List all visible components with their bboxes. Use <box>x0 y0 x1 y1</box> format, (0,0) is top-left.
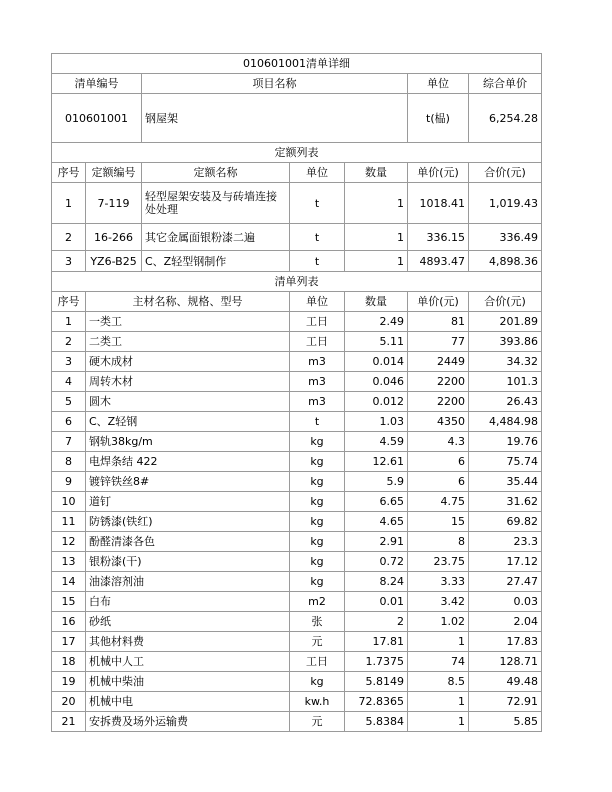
material-qty: 17.81 <box>345 632 408 652</box>
material-price: 4.3 <box>408 432 469 452</box>
material-row <box>52 712 542 732</box>
material-unit: 工日 <box>290 652 345 672</box>
material-unit: kg <box>290 472 345 492</box>
material-row <box>52 592 542 612</box>
material-price: 1 <box>408 632 469 652</box>
material-price: 1 <box>408 692 469 712</box>
quota-header-row <box>52 163 542 183</box>
material-unit: kg <box>290 512 345 532</box>
material-row <box>52 552 542 572</box>
quota-no: 3 <box>52 251 86 272</box>
quota-qty: 1 <box>345 224 408 251</box>
material-row <box>52 452 542 472</box>
quota-header-no: 序号 <box>52 163 86 183</box>
material-name: 其他材料费 <box>86 632 290 652</box>
quota-name: 其它金属面银粉漆二遍 <box>142 224 290 251</box>
material-row <box>52 572 542 592</box>
material-no: 10 <box>52 492 86 512</box>
material-no: 4 <box>52 372 86 392</box>
quota-row <box>52 183 542 224</box>
materials-header-unit: 单位 <box>290 292 345 312</box>
material-price: 2449 <box>408 352 469 372</box>
material-price: 8 <box>408 532 469 552</box>
material-name: 镀锌铁丝8# <box>86 472 290 492</box>
material-row <box>52 392 542 412</box>
material-price: 74 <box>408 652 469 672</box>
materials-header-name: 主材名称、规格、型号 <box>86 292 290 312</box>
quota-qty: 1 <box>345 251 408 272</box>
material-unit: m3 <box>290 372 345 392</box>
material-no: 6 <box>52 412 86 432</box>
quota-name: C、Z轻型钢制作 <box>142 251 290 272</box>
material-unit: m3 <box>290 392 345 412</box>
materials-section-title: 清单列表 <box>52 272 542 292</box>
material-name: 一类工 <box>86 312 290 332</box>
material-name: 钢轨38kg/m <box>86 432 290 452</box>
material-name: 机械中人工 <box>86 652 290 672</box>
quota-no: 2 <box>52 224 86 251</box>
quota-header-code: 定额编号 <box>86 163 142 183</box>
material-row <box>52 612 542 632</box>
material-name: 电焊条结 422 <box>86 452 290 472</box>
material-unit: kg <box>290 532 345 552</box>
material-price: 4.75 <box>408 492 469 512</box>
header-col-unit: 单位 <box>408 74 469 94</box>
material-no: 1 <box>52 312 86 332</box>
quota-unit: t <box>290 251 345 272</box>
material-total: 128.71 <box>469 652 542 672</box>
header-col-price: 综合单价 <box>469 74 542 94</box>
material-qty: 6.65 <box>345 492 408 512</box>
material-no: 13 <box>52 552 86 572</box>
material-unit: 元 <box>290 712 345 732</box>
material-unit: 工日 <box>290 312 345 332</box>
material-price: 2200 <box>408 372 469 392</box>
material-total: 201.89 <box>469 312 542 332</box>
quota-qty: 1 <box>345 183 408 224</box>
quota-row <box>52 224 542 251</box>
material-row <box>52 692 542 712</box>
material-row <box>52 532 542 552</box>
quota-header-qty: 数量 <box>345 163 408 183</box>
materials-header-price: 单价(元) <box>408 292 469 312</box>
materials-header-no: 序号 <box>52 292 86 312</box>
material-no: 15 <box>52 592 86 612</box>
material-row <box>52 632 542 652</box>
quota-row <box>52 251 542 272</box>
material-price: 2200 <box>408 392 469 412</box>
material-qty: 0.01 <box>345 592 408 612</box>
material-unit: 元 <box>290 632 345 652</box>
material-unit: kg <box>290 492 345 512</box>
material-qty: 0.014 <box>345 352 408 372</box>
material-no: 11 <box>52 512 86 532</box>
material-unit: 张 <box>290 612 345 632</box>
item-code: 010601001 <box>52 94 142 143</box>
material-name: 二类工 <box>86 332 290 352</box>
quota-unit: t <box>290 224 345 251</box>
material-no: 2 <box>52 332 86 352</box>
material-total: 31.62 <box>469 492 542 512</box>
material-qty: 2.49 <box>345 312 408 332</box>
quota-unit: t <box>290 183 345 224</box>
material-qty: 0.012 <box>345 392 408 412</box>
header-col-name: 项目名称 <box>142 74 408 94</box>
materials-header-qty: 数量 <box>345 292 408 312</box>
material-name: 硬木成材 <box>86 352 290 372</box>
materials-header-row <box>52 292 542 312</box>
material-total: 101.3 <box>469 372 542 392</box>
material-qty: 0.72 <box>345 552 408 572</box>
material-no: 17 <box>52 632 86 652</box>
material-name: 机械中电 <box>86 692 290 712</box>
material-qty: 5.8149 <box>345 672 408 692</box>
quota-code: 16-266 <box>86 224 142 251</box>
material-no: 8 <box>52 452 86 472</box>
material-unit: 工日 <box>290 332 345 352</box>
material-total: 75.74 <box>469 452 542 472</box>
material-row <box>52 512 542 532</box>
material-qty: 5.8384 <box>345 712 408 732</box>
material-name: 安拆费及场外运输费 <box>86 712 290 732</box>
material-qty: 5.9 <box>345 472 408 492</box>
material-price: 3.42 <box>408 592 469 612</box>
material-price: 77 <box>408 332 469 352</box>
material-qty: 72.8365 <box>345 692 408 712</box>
material-qty: 0.046 <box>345 372 408 392</box>
material-no: 3 <box>52 352 86 372</box>
material-unit: m3 <box>290 352 345 372</box>
quota-header-unit: 单位 <box>290 163 345 183</box>
material-price: 3.33 <box>408 572 469 592</box>
material-total: 5.85 <box>469 712 542 732</box>
material-unit: kw.h <box>290 692 345 712</box>
material-row <box>52 492 542 512</box>
material-no: 21 <box>52 712 86 732</box>
material-qty: 1.7375 <box>345 652 408 672</box>
material-qty: 12.61 <box>345 452 408 472</box>
material-row <box>52 652 542 672</box>
quota-total: 336.49 <box>469 224 542 251</box>
material-qty: 4.65 <box>345 512 408 532</box>
material-total: 4,484.98 <box>469 412 542 432</box>
material-name: 道钉 <box>86 492 290 512</box>
material-unit: m2 <box>290 592 345 612</box>
material-price: 23.75 <box>408 552 469 572</box>
material-total: 0.03 <box>469 592 542 612</box>
quota-header-price: 单价(元) <box>408 163 469 183</box>
material-name: 酚醛清漆各色 <box>86 532 290 552</box>
material-total: 393.86 <box>469 332 542 352</box>
quota-header-total: 合价(元) <box>469 163 542 183</box>
material-name: 防锈漆(铁红) <box>86 512 290 532</box>
material-unit: kg <box>290 572 345 592</box>
quota-price: 336.15 <box>408 224 469 251</box>
item-unit: t(榀) <box>408 94 469 143</box>
quota-code: 7-119 <box>86 183 142 224</box>
material-no: 7 <box>52 432 86 452</box>
material-no: 18 <box>52 652 86 672</box>
material-total: 34.32 <box>469 352 542 372</box>
material-price: 1 <box>408 712 469 732</box>
material-name: 砂纸 <box>86 612 290 632</box>
material-price: 6 <box>408 452 469 472</box>
material-qty: 2 <box>345 612 408 632</box>
material-no: 16 <box>52 612 86 632</box>
quota-price: 4893.47 <box>408 251 469 272</box>
material-total: 17.83 <box>469 632 542 652</box>
detail-table <box>51 53 542 732</box>
material-qty: 5.11 <box>345 332 408 352</box>
item-price: 6,254.28 <box>469 94 542 143</box>
material-qty: 4.59 <box>345 432 408 452</box>
material-total: 17.12 <box>469 552 542 572</box>
material-row <box>52 312 542 332</box>
material-unit: kg <box>290 432 345 452</box>
material-row <box>52 472 542 492</box>
material-total: 35.44 <box>469 472 542 492</box>
quota-section-title: 定额列表 <box>52 143 542 163</box>
material-no: 5 <box>52 392 86 412</box>
material-total: 27.47 <box>469 572 542 592</box>
header-col-code: 清单编号 <box>52 74 142 94</box>
material-total: 2.04 <box>469 612 542 632</box>
material-no: 19 <box>52 672 86 692</box>
quota-code: YZ6-B25 <box>86 251 142 272</box>
material-name: C、Z轻钢 <box>86 412 290 432</box>
material-total: 19.76 <box>469 432 542 452</box>
quota-no: 1 <box>52 183 86 224</box>
material-no: 9 <box>52 472 86 492</box>
material-total: 26.43 <box>469 392 542 412</box>
material-row <box>52 352 542 372</box>
material-qty: 8.24 <box>345 572 408 592</box>
material-row <box>52 332 542 352</box>
materials-header-total: 合价(元) <box>469 292 542 312</box>
material-name: 银粉漆(干) <box>86 552 290 572</box>
material-no: 12 <box>52 532 86 552</box>
material-total: 23.3 <box>469 532 542 552</box>
material-total: 49.48 <box>469 672 542 692</box>
material-price: 1.02 <box>408 612 469 632</box>
material-row <box>52 372 542 392</box>
quota-price: 1018.41 <box>408 183 469 224</box>
quota-total: 4,898.36 <box>469 251 542 272</box>
material-no: 20 <box>52 692 86 712</box>
material-price: 81 <box>408 312 469 332</box>
material-name: 机械中柴油 <box>86 672 290 692</box>
quota-header-name: 定额名称 <box>142 163 290 183</box>
material-name: 周转木材 <box>86 372 290 392</box>
material-row <box>52 672 542 692</box>
item-name: 钢屋架 <box>142 94 408 143</box>
material-total: 69.82 <box>469 512 542 532</box>
material-row <box>52 432 542 452</box>
material-price: 8.5 <box>408 672 469 692</box>
quota-total: 1,019.43 <box>469 183 542 224</box>
material-unit: kg <box>290 672 345 692</box>
material-row <box>52 412 542 432</box>
material-price: 6 <box>408 472 469 492</box>
material-price: 4350 <box>408 412 469 432</box>
material-unit: kg <box>290 452 345 472</box>
material-name: 圆木 <box>86 392 290 412</box>
sheet-title: 010601001清单详细 <box>52 54 542 74</box>
material-unit: kg <box>290 552 345 572</box>
quota-name: 轻型屋架安装及与砖墙连接处处理 <box>142 183 290 224</box>
material-name: 白布 <box>86 592 290 612</box>
material-qty: 2.91 <box>345 532 408 552</box>
material-no: 14 <box>52 572 86 592</box>
material-qty: 1.03 <box>345 412 408 432</box>
material-unit: t <box>290 412 345 432</box>
material-total: 72.91 <box>469 692 542 712</box>
material-price: 15 <box>408 512 469 532</box>
material-name: 油漆溶剂油 <box>86 572 290 592</box>
